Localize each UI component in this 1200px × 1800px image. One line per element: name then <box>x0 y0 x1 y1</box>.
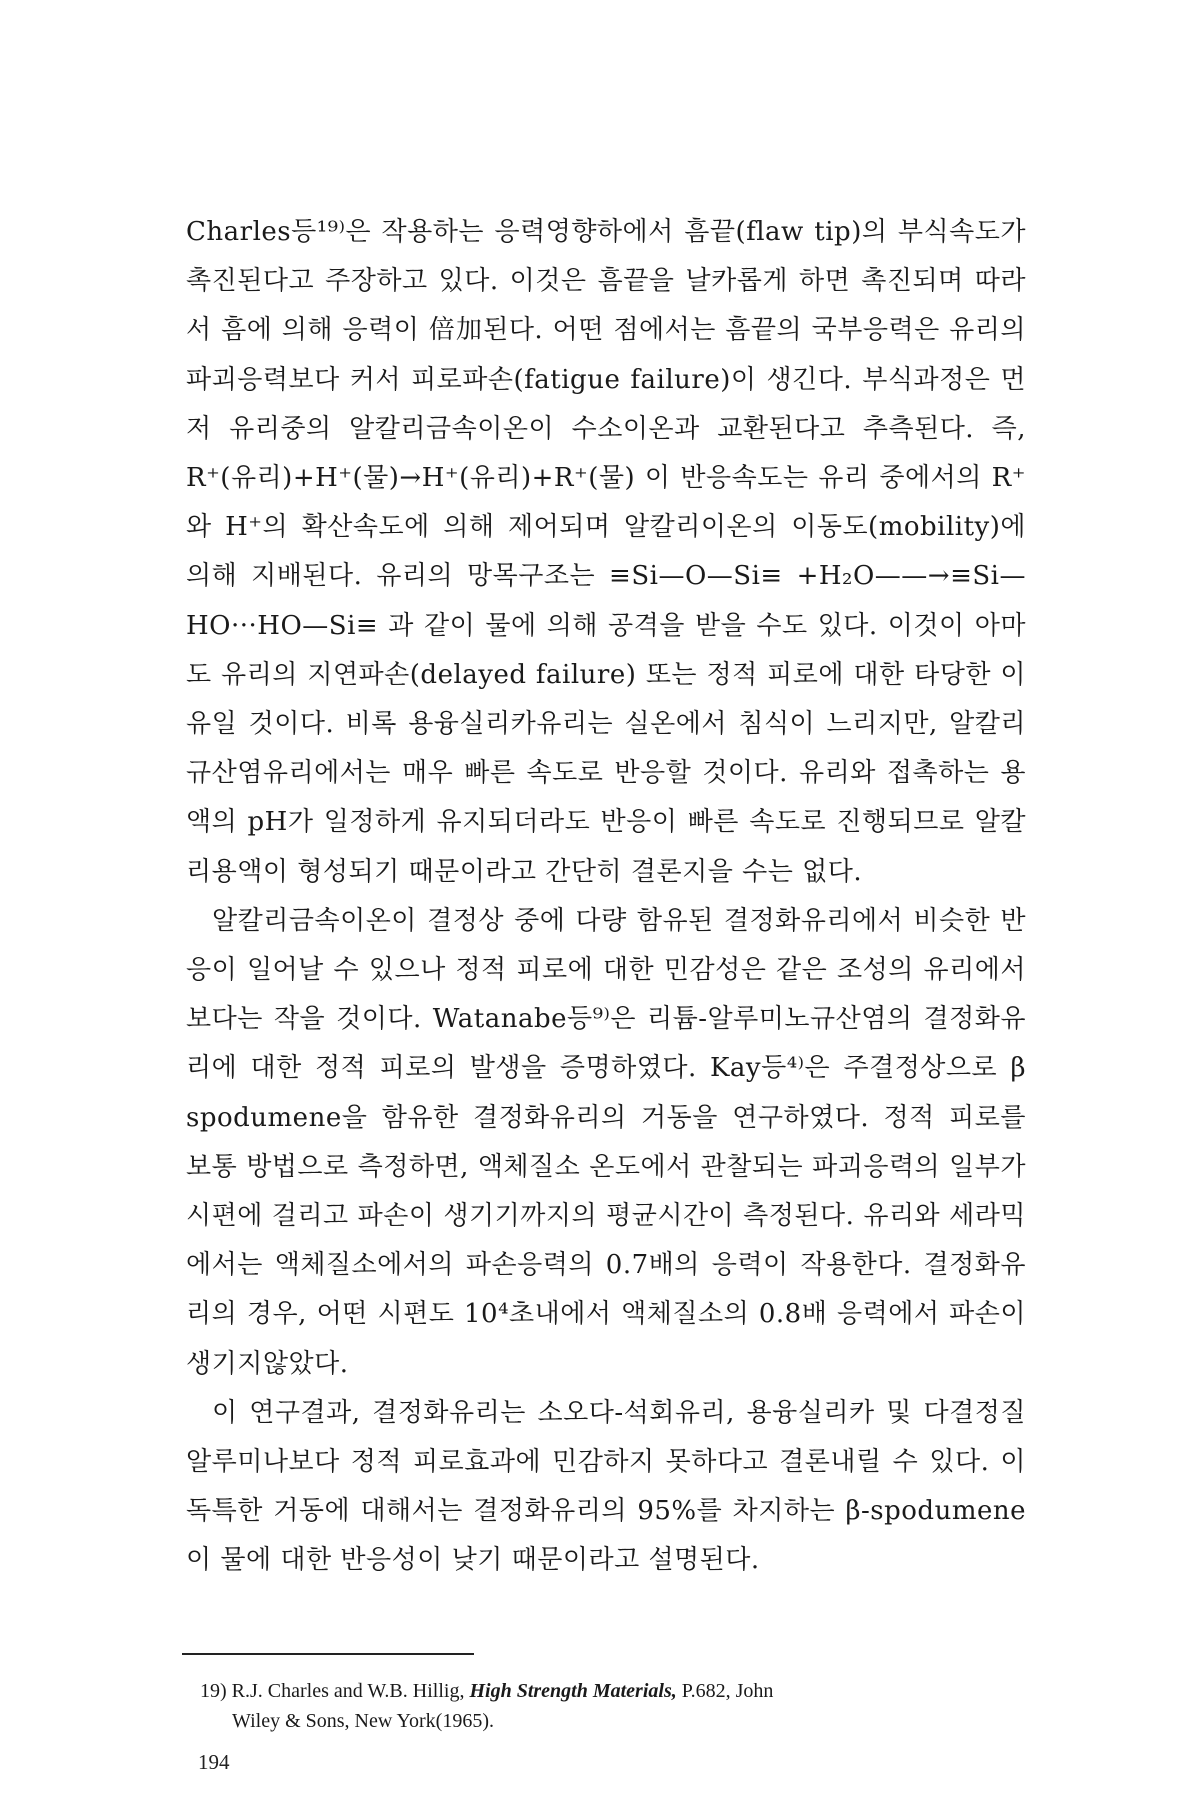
footnote-line2: Wiley & Sons, New York(1965). <box>232 1710 494 1732</box>
footnote-title: High Strength Materials, <box>469 1680 677 1702</box>
footnote-divider <box>182 1653 474 1655</box>
footnote-line1-suffix: P.682, John <box>676 1680 774 1702</box>
paragraph-2: 알칼리금속이온이 결정상 중에 다량 함유된 결정화유리에서 비슷한 반응이 일어날 수 있으나 정적 피로에 대한 민감성은 같은 조성의 유리에서보다는 작을 것이다. Watanabe등⁹⁾은 리튬-알루미노규산염의 결정화유리에 대한 정적 피로의 발생을 증명하였다. Kay등⁴⁾은 주결정상으로 β spodumene을 함유한 결정화유리의 거동을 연구하였다. 정적 피로를 보통 방법으로 측정하면, 액체질소 온도에서 관찰되는 파괴응력의 일부가 시편에 걸리고 파손이 생기기까지의 평균시간이 측정된다. 유리와 세라믹에서는 액체질소에서의 파손응력의 0.7배의 응력이 작용한다. 결정화유리의 경우, 어떤 시편도 10⁴초내에서 액체질소의 0.8배 응력에서 파손이 생기지않았다. <box>186 905 1026 1379</box>
paragraph-3: 이 연구결과, 결정화유리는 소오다-석회유리, 용융실리카 및 다결정질 알루미나보다 정적 피로효과에 민감하지 못하다고 결론내릴 수 있다. 이 독특한 거동에 대해서는 결정화유리의 95%를 차지하는 β-spodumene이 물에 대한 반응성이 낮기 때문이라고 설명된다. <box>186 1397 1026 1576</box>
page-number: 194 <box>198 1750 230 1774</box>
footnote-line1-prefix: 19) R.J. Charles and W.B. Hillig, <box>200 1680 470 1702</box>
main-text <box>186 208 1026 1586</box>
footnote <box>200 1676 1020 1736</box>
paragraph-1: Charles등¹⁹⁾은 작용하는 응력영향하에서 흠끝(flaw tip)의 부식속도가 촉진된다고 주장하고 있다. 이것은 흠끝을 날카롭게 하면 촉진되며 따라서 흠에 의해 응력이 倍加된다. 어떤 점에서는 흠끝의 국부응력은 유리의 파괴응력보다 커서 피로파손(fatigue failure)이 생긴다. 부식과정은 먼저 유리중의 알칼리금속이온이 수소이온과 교환된다고 추측된다. 즉, R⁺(유리)+H⁺(물)→H⁺(유리)+R⁺(물) 이 반응속도는 유리 중에서의 R⁺와 H⁺의 확산속도에 의해 제어되며 알칼리이온의 이동도(mobility)에 의해 지배된다. 유리의 망목구조는 ≡Si—O—Si≡ +H₂O——→≡Si—HO···HO—Si≡ 과 같이 물에 의해 공격을 받을 수도 있다. 이것이 아마도 유리의 지연파손(delayed failure) 또는 정적 피로에 대한 타당한 이유일 것이다. 비록 용융실리카유리는 실온에서 침식이 느리지만, 알칼리규산염유리에서는 매우 빠른 속도로 반응할 것이다. 유리와 접촉하는 용액의 pH가 일정하게 유지되더라도 반응이 빠른 속도로 진행되므로 알칼리용액이 형성되기 때문이라고 간단히 결론지을 수는 없다. <box>186 217 1026 887</box>
